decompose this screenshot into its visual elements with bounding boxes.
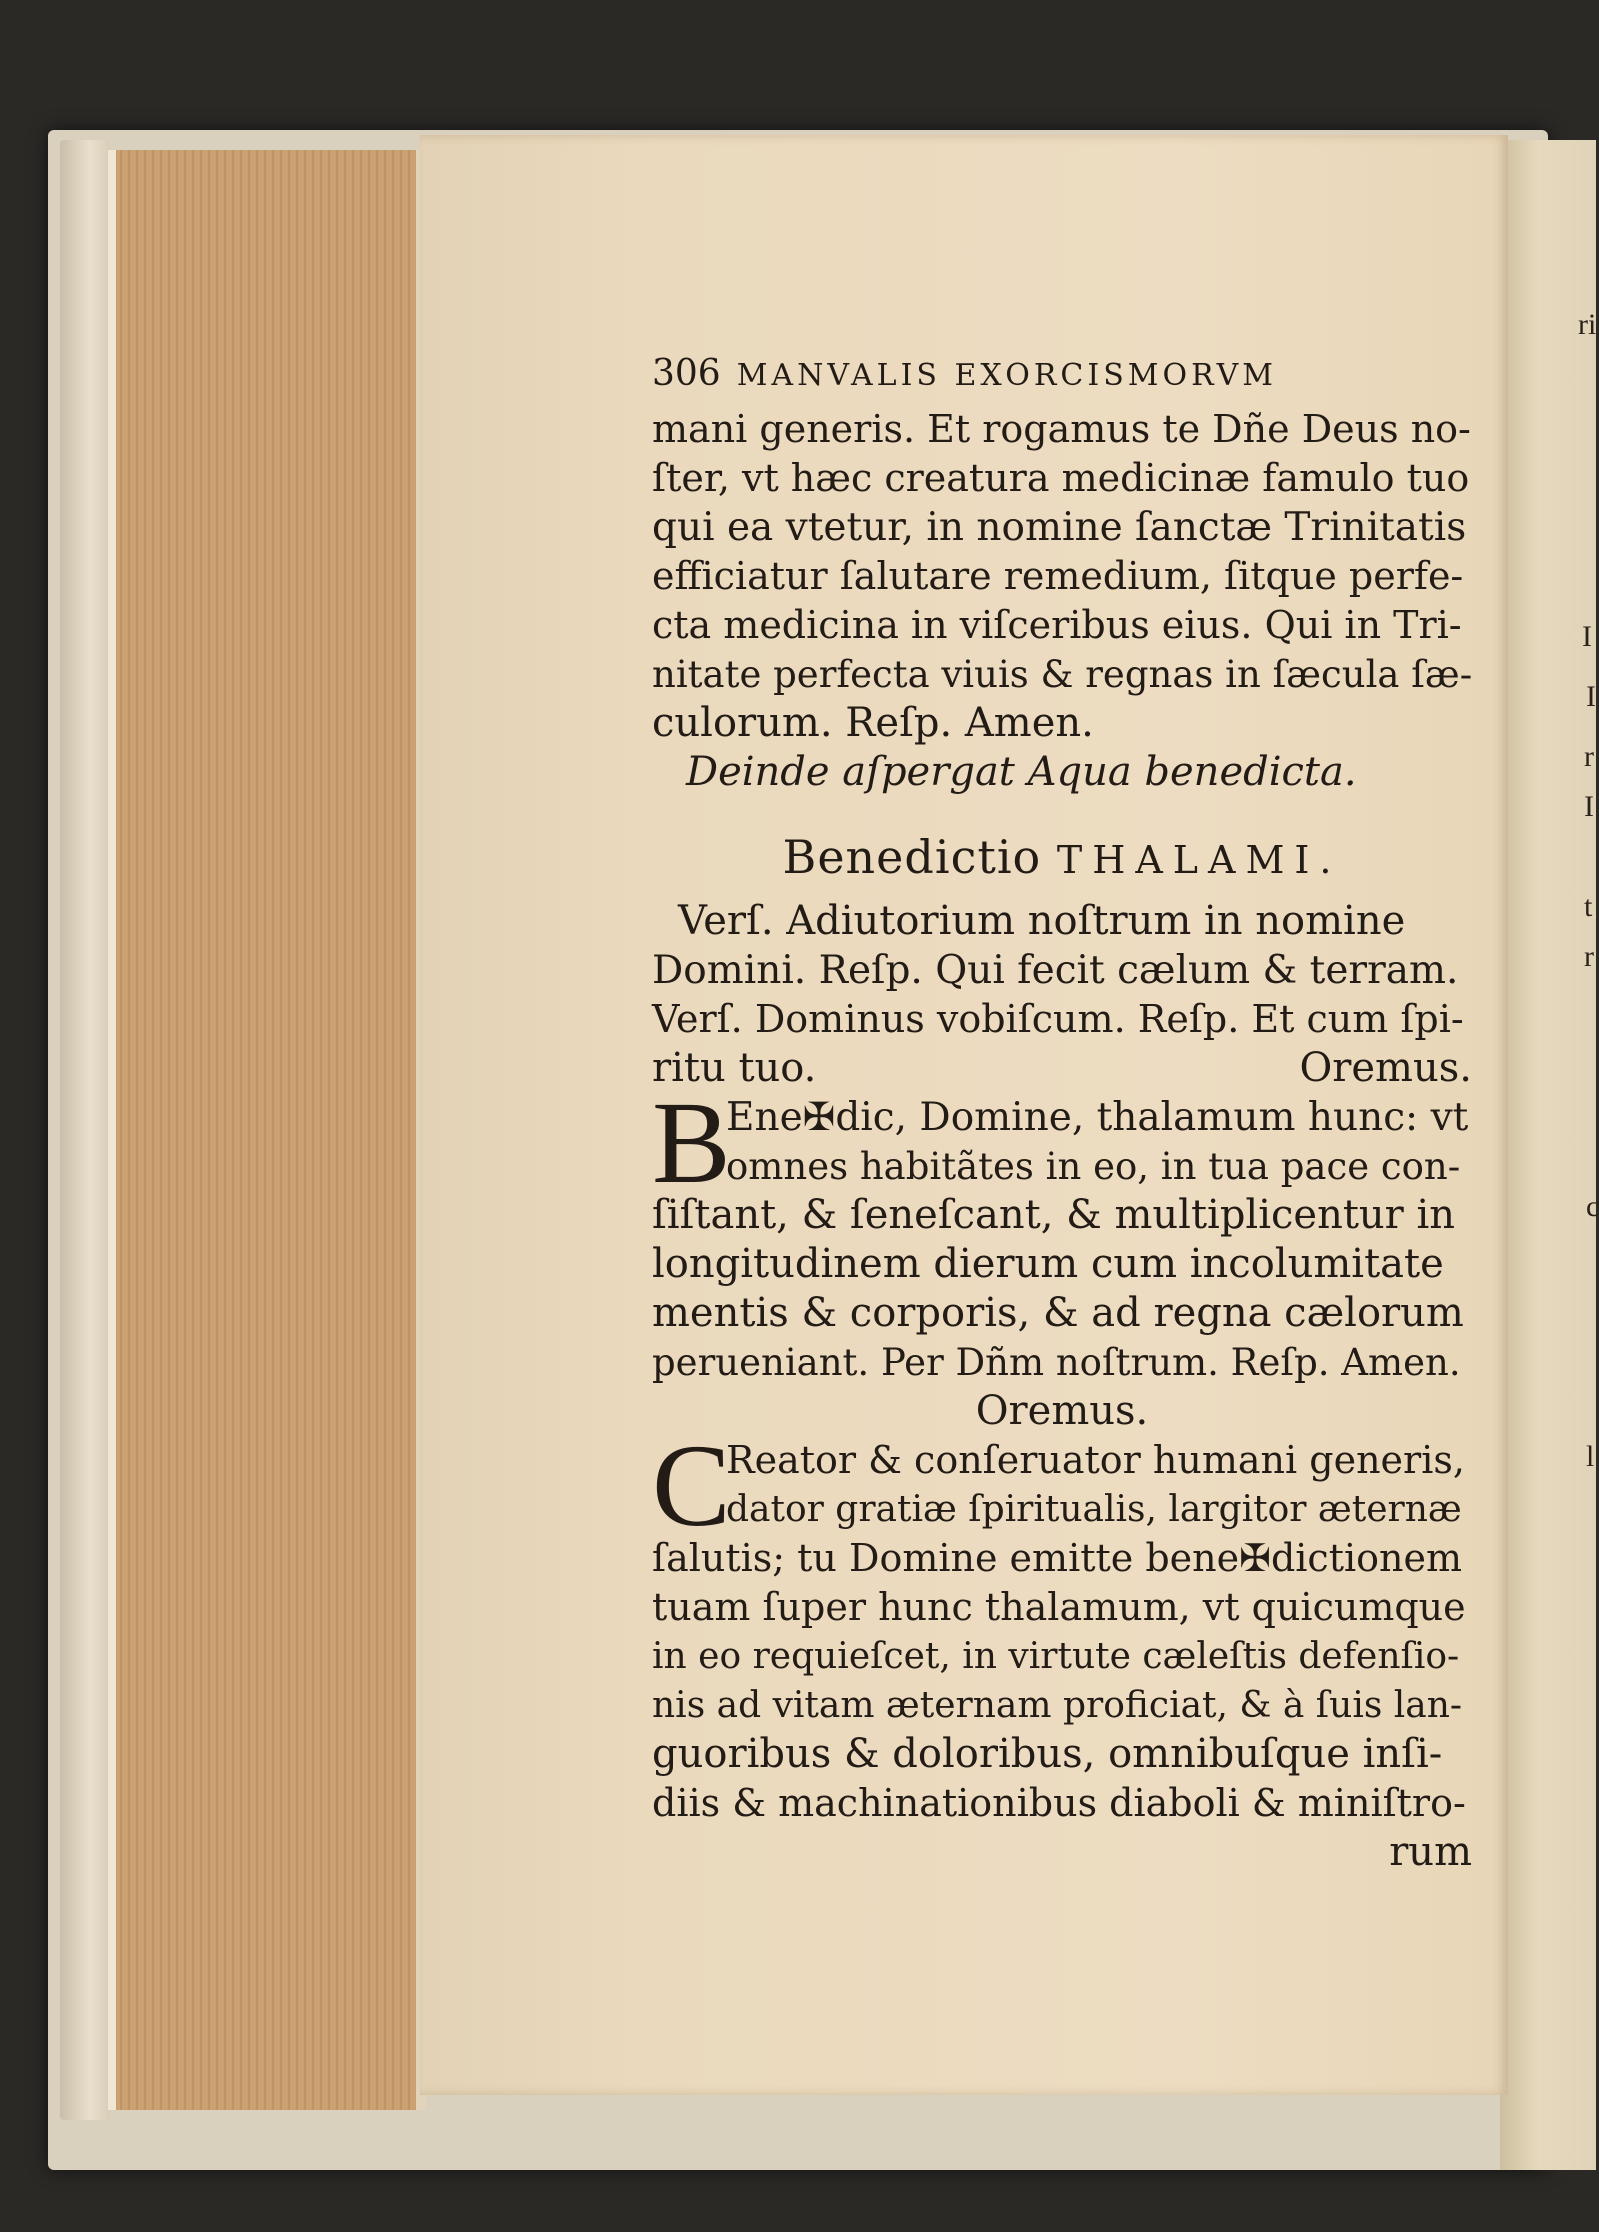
- facing-fragment: I: [1584, 790, 1594, 823]
- prayer-line: perueniant. Per Dñm noſtrum. Reſp. Amen.: [652, 1341, 1461, 1384]
- book-spine-edge: [60, 140, 110, 2120]
- oremus-heading: Oremus.: [1299, 1045, 1472, 1091]
- prayer-blessing: [652, 1077, 1472, 1387]
- facing-page: [1500, 140, 1599, 2170]
- prayer-line: Reator & conſeruator humani generis,: [726, 1438, 1465, 1482]
- prayer-line: diis & machinationibus diaboli & miniſtro-: [652, 1781, 1466, 1825]
- prayer-line: longitudinem dierum cum incolumitate: [652, 1241, 1444, 1287]
- text-line: mani generis. Et rogamus te Dñe Deus no-: [652, 407, 1471, 451]
- oremus-heading: Oremus.: [975, 1388, 1149, 1434]
- prayer-line: Ene✠dic, Domine, thalamum hunc: vt: [726, 1095, 1469, 1140]
- facing-fragment: c: [1586, 1190, 1599, 1223]
- facing-fragment: t: [1584, 890, 1593, 923]
- section-title-caps: THALAMI.: [1056, 838, 1342, 882]
- text-line: ſter, vt hæc creatura medicinæ famulo tuo: [652, 456, 1470, 500]
- prayer-line: mentis & corporis, & ad regna cælorum: [652, 1290, 1464, 1336]
- paragraph-continuation: [652, 405, 1472, 748]
- text-line: culorum. Reſp. Amen.: [652, 700, 1094, 746]
- versicle-line: Domini. Reſp. Qui fecit cælum & terram.: [652, 948, 1459, 993]
- prayer-line: guoribus & doloribus, omnibuſque inſi-: [652, 1731, 1443, 1777]
- versicle-line: [652, 1044, 1472, 1093]
- rubric-instruction: Deinde aſpergat Aqua benedicta.: [686, 749, 1357, 795]
- text-line: nitate perfecta viuis & regnas in ſæcula ſæ-: [652, 653, 1473, 696]
- versicles: [652, 897, 1472, 1093]
- versicle-line: Verſ. Adiutorium noſtrum in nomine: [678, 898, 1406, 944]
- prayer-line: nis ad vitam æternam proficiat, & à ſuis lan-: [652, 1685, 1463, 1726]
- facing-fragment: r: [1584, 740, 1594, 773]
- prayer-line: ſalutis; tu Domine emitte bene✠dictionem: [652, 1536, 1463, 1580]
- facing-fragment: r: [1584, 940, 1594, 973]
- page-edges-block: [108, 150, 426, 2110]
- page-number: 306: [652, 353, 721, 394]
- ritu-text: ritu tuo.: [652, 1045, 817, 1091]
- page-text-block: [652, 343, 1472, 1877]
- running-head: [652, 343, 1472, 405]
- catchword: rum: [1389, 1829, 1472, 1875]
- text-line: efficiatur ſalutare remedium, ſitque perfe-: [652, 554, 1464, 598]
- prayer-line: tuam ſuper hunc thalamum, vt quicumque: [652, 1585, 1466, 1629]
- running-title: MANVALIS EXORCISMORVM: [736, 358, 1277, 393]
- versicle-line: Verſ. Dominus vobiſcum. Reſp. Et cum ſpi-: [652, 997, 1464, 1041]
- facing-fragment: I: [1582, 620, 1592, 653]
- prayer-line: dator gratiæ ſpiritualis, largitor æternæ: [726, 1489, 1462, 1530]
- section-title: [652, 817, 1472, 897]
- facing-fragment: ri: [1578, 308, 1597, 341]
- prayer-line: ſiſtant, & ſeneſcant, & multiplicentur in: [652, 1192, 1456, 1238]
- prayer-line: omnes habitãtes in eo, in tua pace con-: [726, 1145, 1461, 1188]
- book-page: [420, 135, 1508, 2095]
- facing-fragment: I: [1586, 680, 1596, 713]
- prayer-line: in eo requieſcet, in virtute cæleſtis defenſio-: [652, 1636, 1460, 1677]
- facing-fragment: l: [1586, 1440, 1595, 1473]
- section-title-word: Benedictio: [782, 830, 1042, 884]
- drop-cap: B: [652, 1077, 731, 1208]
- drop-cap: C: [652, 1420, 731, 1551]
- prayer-creator: [652, 1420, 1472, 1828]
- text-line: qui ea vtetur, in nomine ſanctæ Trinitatis: [652, 505, 1467, 550]
- text-line: cta medicina in viſceribus eius. Qui in Tri-: [652, 603, 1462, 647]
